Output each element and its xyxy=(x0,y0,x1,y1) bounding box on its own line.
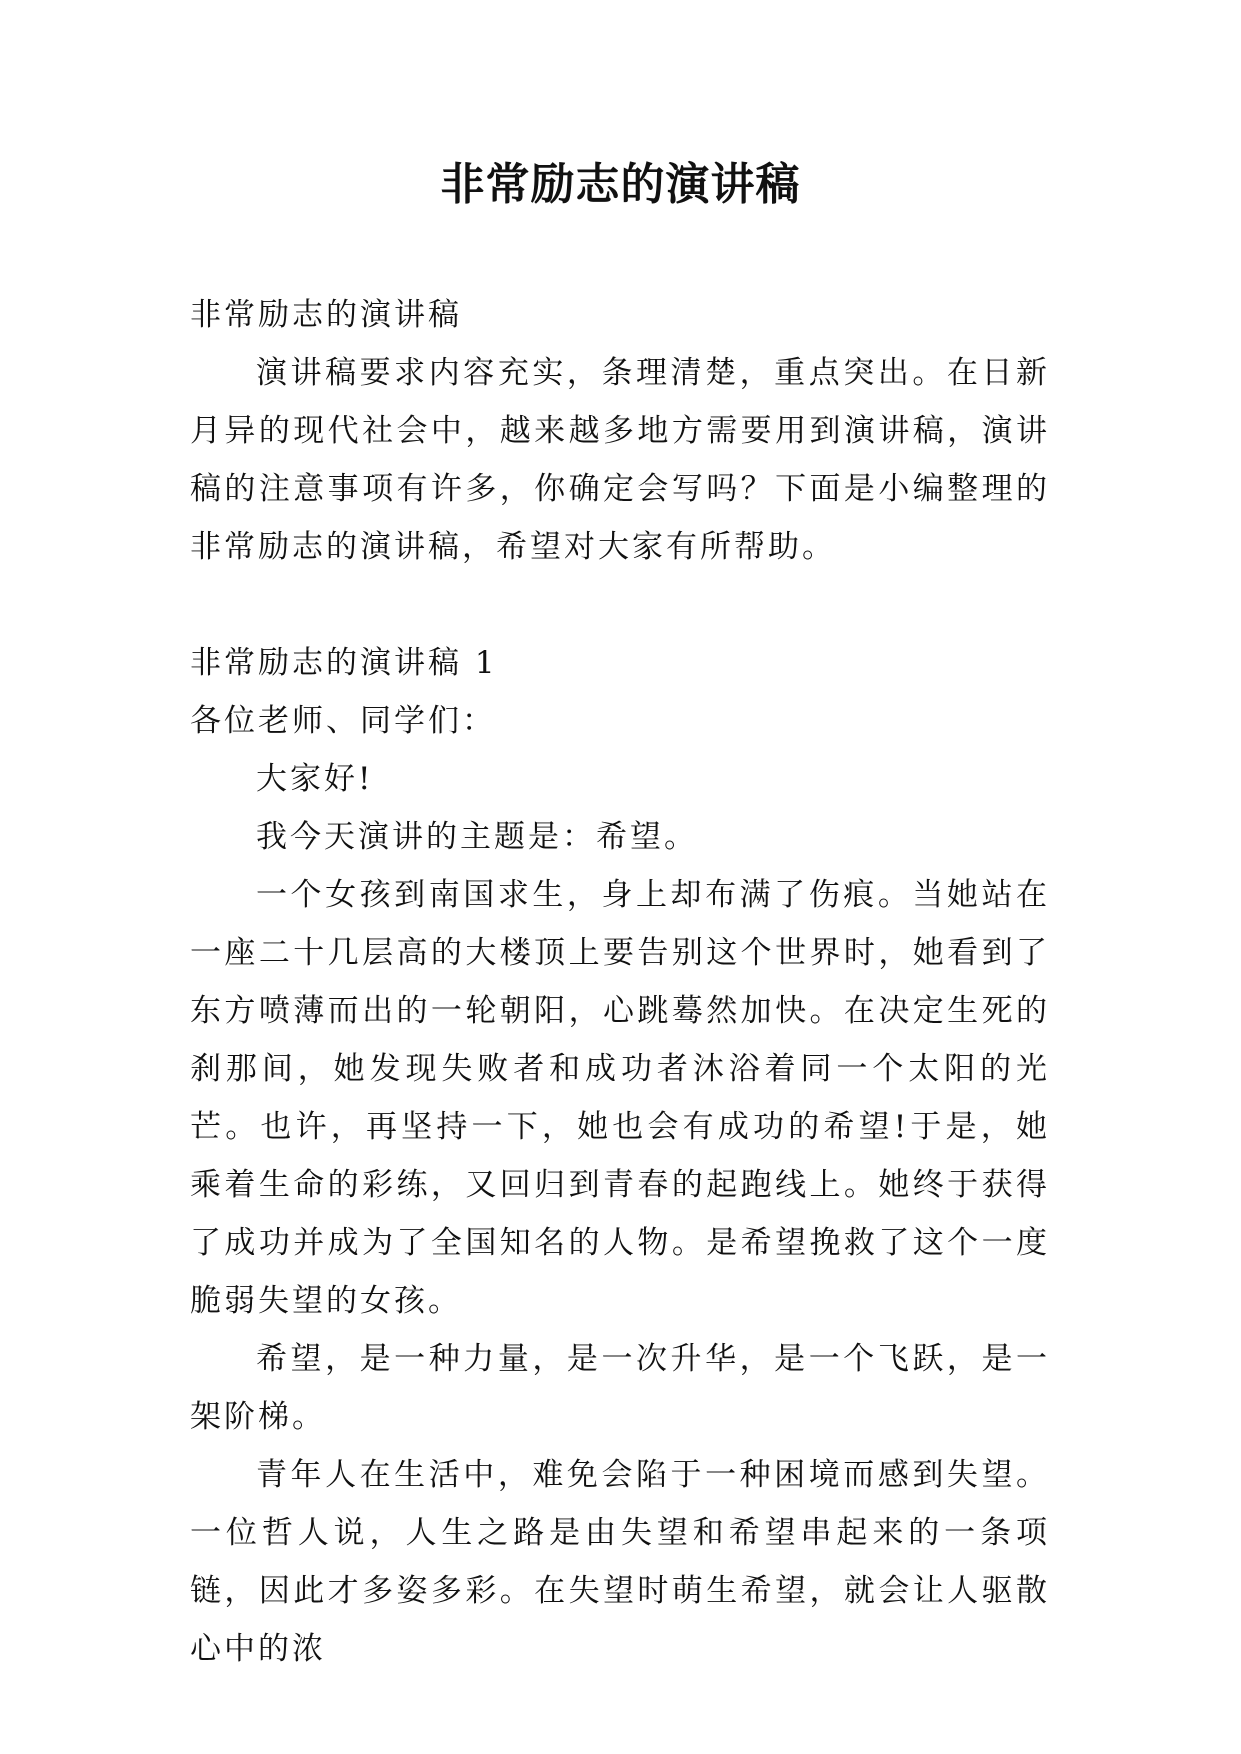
document-body xyxy=(190,286,1050,1678)
paragraph-topic: 我今天演讲的主题是：希望。 xyxy=(256,819,698,855)
paragraph-section-heading: 非常励志的演讲稿 1 xyxy=(190,645,498,681)
paragraph-heading: 非常励志的演讲稿 xyxy=(190,297,462,333)
paragraph-story: 一个女孩到南国求生，身上却布满了伤痕。当她站在一座二十几层高的大楼顶上要告别这个世界时，她看到了东方喷薄而出的一轮朝阳，心跳蓦然加快。在决定生死的刹那间，她发现失败者和成功者沐浴着同一个太阳的光芒。也许，再坚持一下，她也会有成功的希望!于是，她乘着生命的彩练，又回归到青春的起跑线上。她终于获得了成功并成为了全国知名的人物。是希望挽救了这个一度脆弱失望的女孩。 xyxy=(190,877,1050,1319)
paragraph-youth: 青年人在生活中，难免会陷于一种困境而感到失望。一位哲人说，人生之路是由失望和希望串起来的一条项链，因此才多姿多彩。在失望时萌生希望，就会让人驱散心中的浓 xyxy=(190,1457,1050,1667)
paragraph-salutation: 各位老师、同学们： xyxy=(190,703,496,739)
document-title: 非常励志的演讲稿 xyxy=(440,159,801,210)
paragraph-intro: 演讲稿要求内容充实，条理清楚，重点突出。在日新月异的现代社会中，越来越多地方需要用到演讲稿，演讲稿的注意事项有许多，你确定会写吗？下面是小编整理的非常励志的演讲稿，希望对大家有所帮助。 xyxy=(190,355,1050,565)
paragraph-hope-definition: 希望，是一种力量，是一次升华，是一个飞跃，是一架阶梯。 xyxy=(190,1341,1050,1435)
paragraph-greeting: 大家好! xyxy=(256,761,374,797)
